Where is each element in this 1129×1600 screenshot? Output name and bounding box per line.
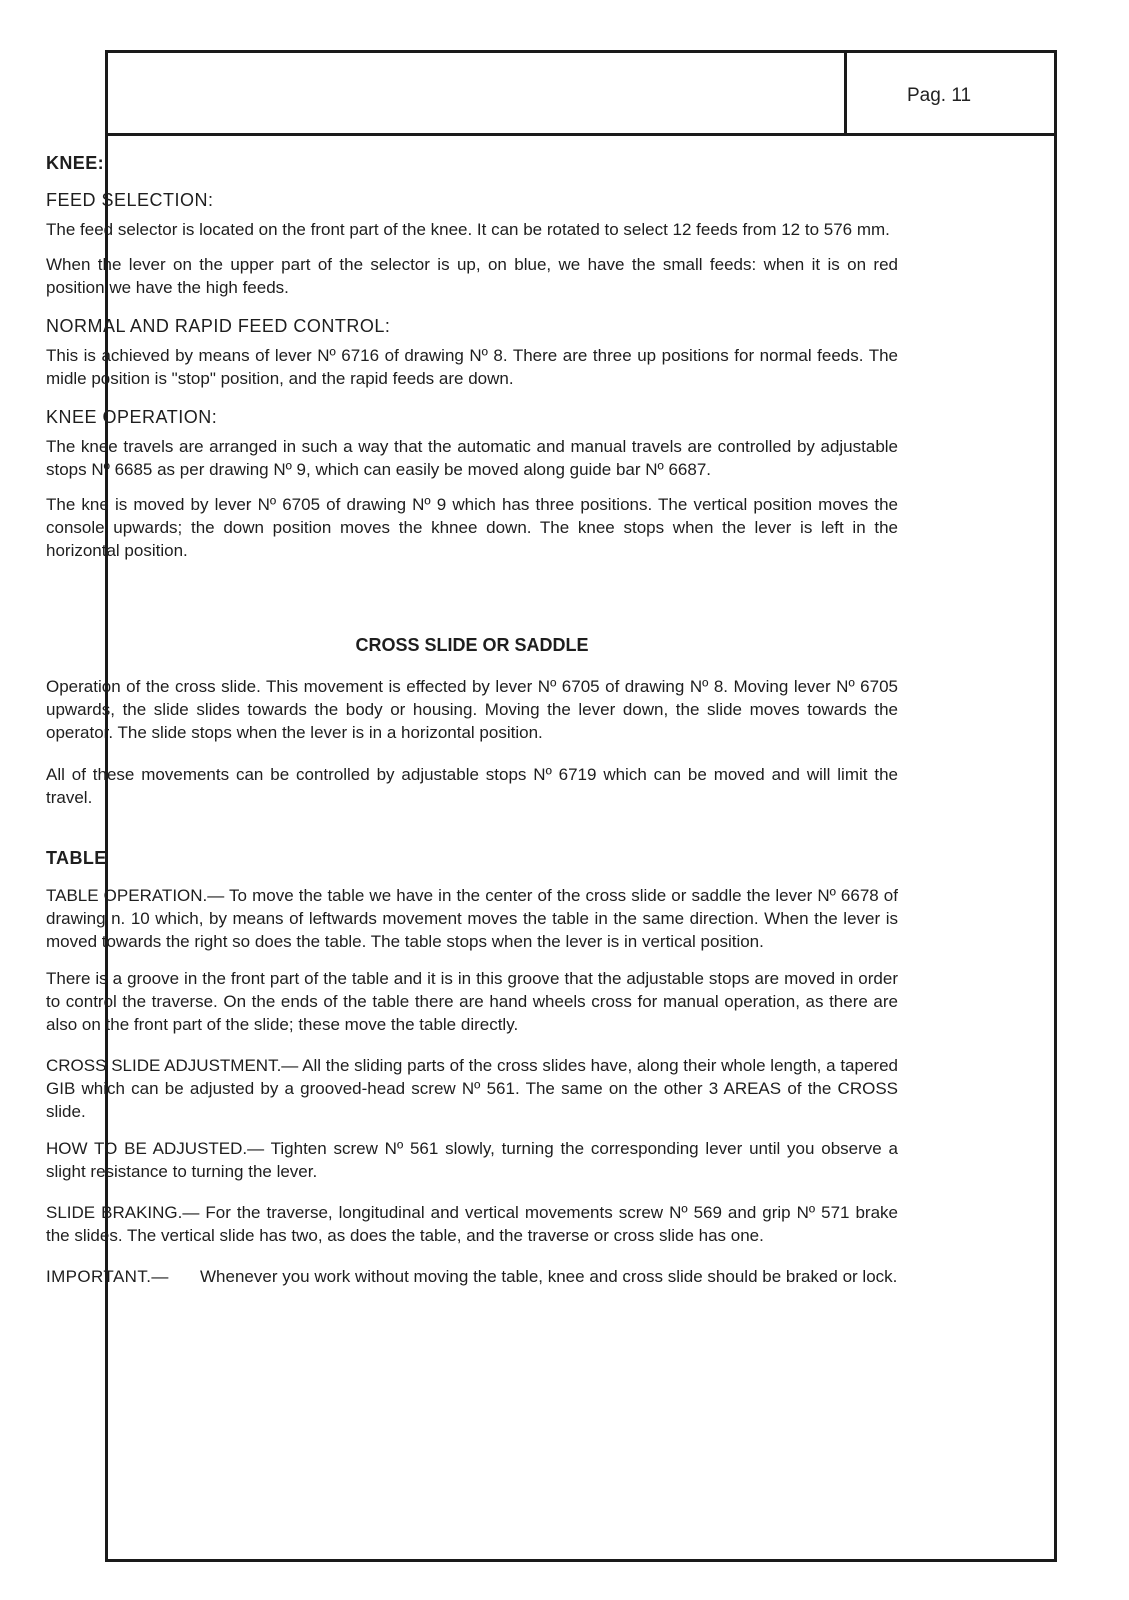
how-to-adjust-paragraph: HOW TO BE ADJUSTED.— Tighten screw Nº 561 slowly, turning the corresponding lever until you observe a slight resistance to turning the lever. xyxy=(46,1139,898,1181)
slide-braking-paragraph: SLIDE BRAKING.— For the traverse, longitudinal and vertical movements screw Nº 569 and grip Nº 571 brake the slides. The vertical slide has two, as does the table, and the traverse or cross slide has one. xyxy=(46,1203,898,1245)
knee-operation-paragraph-2: The kne is moved by lever Nº 6705 of drawing Nº 9 which has three positions. The vertical position moves the console upwards; the down position moves the khnee down. The knee stops when the lever is left in the horizontal position. xyxy=(46,495,898,560)
cross-slide-paragraph-2: All of these movements can be controlled by adjustable stops Nº 6719 which can be moved and will limit the travel. xyxy=(46,765,898,807)
header-row xyxy=(108,53,1054,136)
important-text: Whenever you work without moving the table, knee and cross slide should be braked or lock. xyxy=(200,1267,898,1286)
knee-heading: KNEE: xyxy=(46,153,105,173)
feed-selection-heading: FEED SELECTION: xyxy=(46,190,214,210)
cross-slide-adjustment-paragraph: CROSS SLIDE ADJUSTMENT.— All the sliding parts of the cross slides have, along their whole length, a tapered GIB which can be adjusted by a grooved-head screw Nº 561. The same on the other 3 AREAS of the CROSS slide. xyxy=(46,1056,898,1121)
normal-rapid-heading: NORMAL AND RAPID FEED CONTROL: xyxy=(46,316,391,336)
knee-operation-paragraph-1: The knee travels are arranged in such a way that the automatic and manual travels are controlled by adjustable stops Nº 6685 as per drawing Nº 9, which can easily be moved along guide bar Nº 6687. xyxy=(46,437,898,479)
cross-slide-paragraph-1: Operation of the cross slide. This movement is effected by lever Nº 6705 of drawing Nº 8. Moving lever Nº 6705 upwards, the slide slides towards the body or housing. Moving the lever down, the slide moves towards the operator. The slide stops when the lever is in a horizontal position. xyxy=(46,677,898,742)
important-label: IMPORTANT.— xyxy=(46,1267,169,1286)
header-page-cell xyxy=(847,53,1054,133)
table-groove-paragraph: There is a groove in the front part of the table and it is in this groove that the adjustable stops are moved in order to control the traverse. On the ends of the table there are hand wheels cross for manual operation, as there are also on the front part of the slide; these move the table directly. xyxy=(46,969,898,1034)
feed-paragraph-2: When the lever on the upper part of the selector is up, on blue, we have the small feeds: when it is on red position we have the high feeds. xyxy=(46,255,898,297)
page-number: Pag. 11 xyxy=(907,85,972,106)
header-title-cell xyxy=(108,53,847,133)
table-heading: TABLE xyxy=(46,848,107,868)
feed-paragraph-1: The feed selector is located on the front part of the knee. It can be rotated to select 12 feeds from 12 to 576 mm. xyxy=(46,220,890,239)
page-content xyxy=(46,152,898,1288)
table-operation-paragraph: TABLE OPERATION.— To move the table we have in the center of the cross slide or saddle the lever Nº 6678 of drawing n. 10 which, by means of leftwards movement moves the table in the same direction. When the lever is moved towards the right so does the table. The table stops when the lever is in vertical position. xyxy=(46,886,898,951)
knee-operation-heading: KNEE OPERATION: xyxy=(46,407,218,427)
cross-slide-heading: CROSS SLIDE OR SADDLE xyxy=(355,635,589,655)
normal-rapid-paragraph: This is achieved by means of lever Nº 6716 of drawing Nº 8. There are three up positions for normal feeds. The midle position is "stop" position, and the rapid feeds are down. xyxy=(46,346,898,388)
important-note xyxy=(46,1265,898,1288)
